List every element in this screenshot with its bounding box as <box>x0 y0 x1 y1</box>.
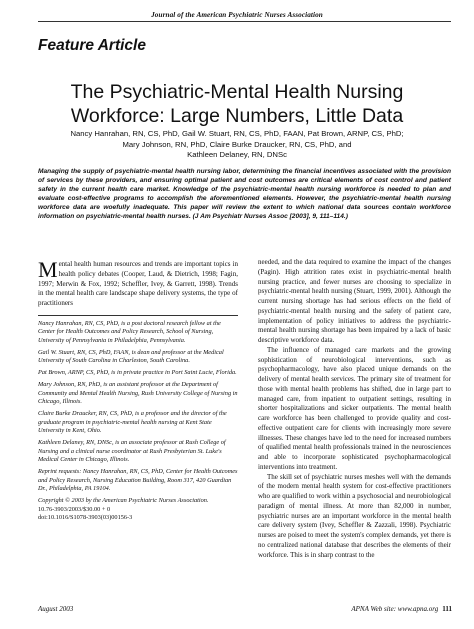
author-note-brown: Pat Brown, ARNP, CS, PhD, is in private practice in Port Saint Lucie, Florida. <box>38 369 237 377</box>
right-column <box>258 258 451 560</box>
price-code: 10.76-3903/2003/$30.00 + 0 <box>38 505 111 513</box>
author-note-johnson: Mary Johnson, RN, PhD, is an assistant professor at the Department of Community and Mental Health Nursing, Rush University College of Nursing in Chicago, Illinois. <box>38 381 238 406</box>
intro-paragraph <box>38 257 238 309</box>
body-paragraph-3: The skill set of psychiatric nurses meshes well with the demands of the modern mental health system for cost-effective practitioners who are qualified to work within a psychosocial and neurobiological paradigm of mental illness. At more than 82,000 in number, psychiatric nurses are an important workforce in the mental health care delivery system (Ivey, Scheffler & Zazzali, 1998). Psychiatric nurses are poised to meet the system's complex demands, yet there is no centralized national database that describes the elements of their workforce. This is in sharp contrast to the <box>258 472 451 559</box>
title-line-2: Workforce: Large Numbers, Little Data <box>70 105 404 127</box>
body-paragraph-2: The influence of managed care markets and the growing sophistication of neurobiological interventions, such as psychopharmacology, have also placed unique demands on the delivery of mental health services. The primary site of treatment for those with mental health problems has shifted, due in large part to managed care, from inpatient to outpatient settings, resulting in shorter hospitalizations and sicker outpatients. The mental health care workforce has been challenged to provide quality and cost-effective outpatient care for clients with increasingly more severe illnesses. These changes have led to the need for increased numbers of qualified mental health professionals trained in the neurosciences and able to incorporate sophisticated psychopharmacological interventions into treatment. <box>258 345 451 471</box>
intro-text: ental health human resources and trends are important topics in health policy debates (Cooper, Laud, & Dietrich, 1998; Fagin, 1997; Merwin & Fox, 1992; Scheffler, Ivey, & Garrett, 1998). Trends in the mental health care landscape shape delivery systems, the type of practitioners <box>38 260 238 307</box>
author-list <box>38 129 436 161</box>
copyright-notice: Copyright © 2003 by the American Psychiatric Nurses Association. <box>38 497 209 505</box>
doi: doi:10.1016/S1078-3903(03)00156-3 <box>38 514 133 522</box>
body-paragraph-1: needed, and the data required to examine the impact of the changes (Pagin). High attrition rates exist in psychiatric-mental health nursing practice, and fewer nurses are choosing to specialize in psychiatric-mental health nursing (Stuart, 1999, 2001). Although the current nursing shortage has had serious effects on the field of psychiatric-mental health nursing and the safety of patient care, implementation of policy initiatives to address the psychiatric-mental health nursing shortage has been impaired by a lack of basic descriptive workforce data. <box>258 258 451 344</box>
left-column <box>38 257 238 523</box>
authors-line-2: Mary Johnson, RN, PhD, Claire Burke Draucker, RN, CS, PhD, and <box>122 139 352 149</box>
footer-date: August 2003 <box>38 605 74 613</box>
reprint-requests: Reprint requests: Nancy Hanrahan, RN, CS, PhD, Center for Health Outcomes and Policy Research, Nursing Education Building, Room 317, 420 Guardian Dr., Philadelphia, PA 19104. <box>38 468 238 493</box>
author-note-draucker: Claire Burke Draucker, RN, CS, PhD, is a professor and the director of the graduate program in psychiatric-mental health nursing at Kent State University in Kent, Ohio. <box>38 410 227 435</box>
header-rule <box>38 21 451 22</box>
page-number: 111 <box>442 605 452 613</box>
author-note-delaney: Kathleen Delaney, RN, DNSc, is an associate professor at Rush College of Nursing and a clinical nurse coordinator at Rush Presbyterian St. Luke's Medical Center in Chicago, Illinois. <box>38 439 226 464</box>
author-note-stuart: Gail W. Stuart, RN, CS, PhD, FAAN, is dean and professor at the Medical University of South Carolina in Charleston, South Carolina. <box>38 348 224 365</box>
title-line-1: The Psychiatric-Mental Health Nursing <box>70 81 404 103</box>
abstract: Managing the supply of psychiatric-mental health nursing labor, determining the financial incentives associated with the provision of services by these providers, and ensuring optimal patient and cost outcomes are critical elements of cost control and patient safety in the current health care market. Knowledge of the psychiatric-mental health nursing workforce is needed to plan and evaluate cost-effective programs to accomplish the aforementioned elements. However, the psychiatric-mental health nursing workforce data are woefully inadequate. This paper will review the extent to which national data sources contain workforce information on psychiatric-mental health nurses. (J Am Psychiatr Nurses Assoc [2003], 9, 111–114.) <box>38 168 451 221</box>
footer-website: APNA Web site: www.apna.org <box>351 605 439 613</box>
authors-line-3: Kathleen Delaney, RN, DNSc <box>187 150 287 160</box>
drop-cap: M <box>38 257 58 282</box>
footnote-rule <box>38 315 238 316</box>
authors-line-1: Nancy Hanrahan, RN, CS, PhD, Gail W. Stuart, RN, CS, PhD, FAAN, Pat Brown, ARNP, CS, PhD; <box>70 129 404 138</box>
section-heading: Feature Article <box>38 37 146 54</box>
journal-name: Journal of the American Psychiatric Nurses Association <box>151 11 323 19</box>
footer-right <box>351 605 452 613</box>
author-note-hanrahan: Nancy Hanrahan, RN, CS, PhD, is a post doctoral research fellow at the Center for Health Outcomes and Policy Research, School of Nursing, University of Pennsylvania in Philadelphia, Pennsylvania. <box>38 319 221 344</box>
article-title <box>30 80 444 128</box>
